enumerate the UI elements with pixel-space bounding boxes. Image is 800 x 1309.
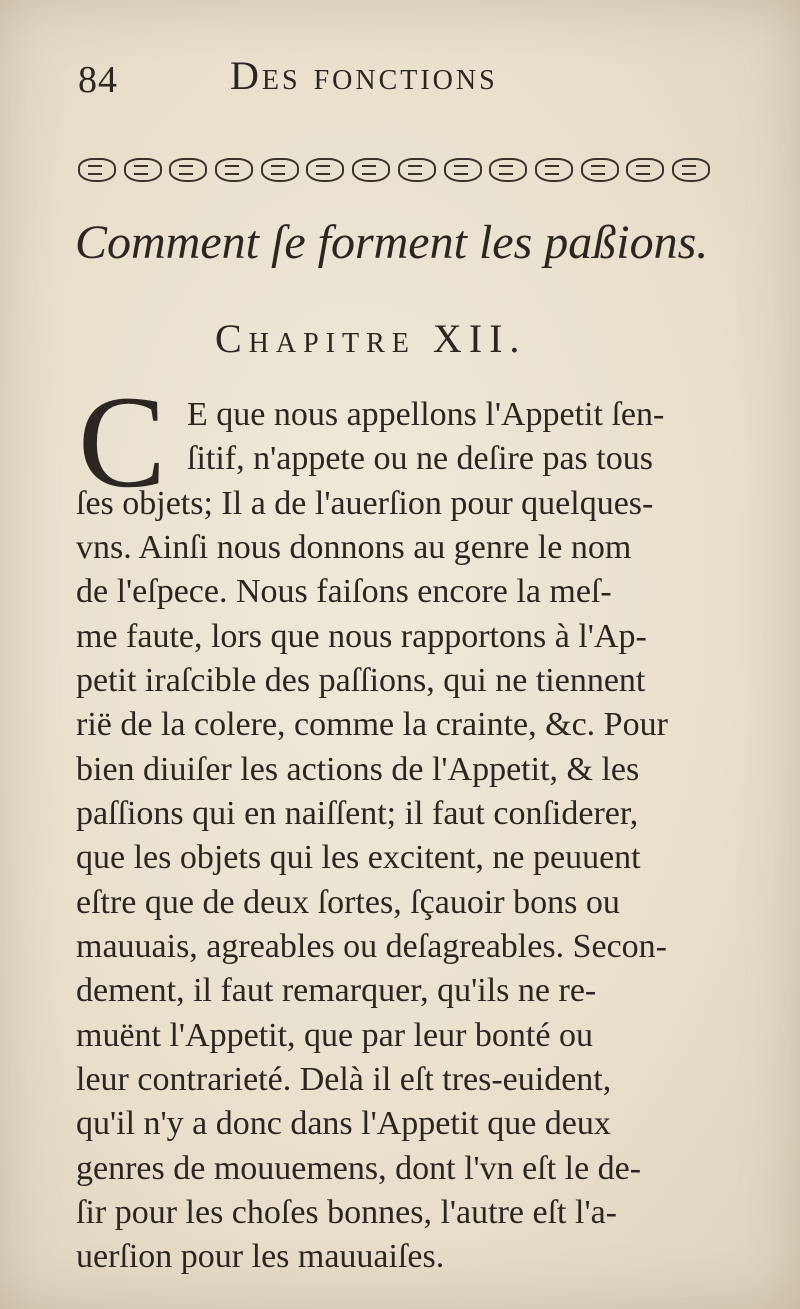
- ornament-icon: [124, 158, 162, 182]
- ornament-icon: [398, 158, 436, 182]
- page-number: 84: [78, 59, 118, 101]
- ornament-icon: [215, 158, 253, 182]
- chapter-heading: Chapitre XII.: [215, 316, 527, 361]
- ornament-icon: [581, 158, 619, 182]
- ornament-icon: [306, 158, 344, 182]
- ornament-icon: [261, 158, 299, 182]
- text-line: me faute, lors que nous rapportons à l'Ap-: [76, 618, 647, 655]
- text-line: ſir pour les choſes bonnes, l'autre eſt l'a-: [76, 1194, 617, 1231]
- text-line: leur contrarieté. Delà il eſt tres-euident,: [76, 1061, 612, 1098]
- ornament-icon: [535, 158, 573, 182]
- text-line: vns. Ainſi nous donnons au genre le nom: [76, 529, 632, 566]
- text-line: dement, il faut remarquer, qu'ils ne re-: [76, 972, 597, 1009]
- text-line: bien diuiſer les actions de l'Appetit, & les: [76, 751, 640, 788]
- ornament-icon: [489, 158, 527, 182]
- ornament-icon: [672, 158, 710, 182]
- text-line: ſitif, n'appete ou ne deſire pas tous: [187, 440, 653, 477]
- text-line: E que nous appellons l'Appetit ſen-: [187, 396, 665, 433]
- ornament-band: [78, 155, 710, 185]
- ornament-icon: [626, 158, 664, 182]
- drop-cap: C: [78, 368, 167, 515]
- ornament-icon: [352, 158, 390, 182]
- section-title: Comment ſe forment les paßions.: [75, 216, 709, 269]
- text-line: muënt l'Appetit, que par leur bonté ou: [76, 1017, 593, 1054]
- text-line: mauuais, agreables ou deſagreables. Secon-: [76, 928, 667, 965]
- ornament-icon: [78, 158, 116, 182]
- text-line: que les objets qui les excitent, ne peuuent: [76, 839, 641, 876]
- text-line: eſtre que de deux ſortes, ſçauoir bons ou: [76, 884, 620, 921]
- text-line: de l'eſpece. Nous faiſons encore la meſ-: [76, 573, 612, 610]
- text-line: genres de mouuemens, dont l'vn eſt le de-: [76, 1150, 642, 1187]
- text-line: uerſion pour les mauuaiſes.: [76, 1238, 445, 1275]
- text-line: paſſions qui en naiſſent; il faut conſiderer,: [76, 795, 639, 832]
- ornament-icon: [169, 158, 207, 182]
- text-line: petit iraſcible des paſſions, qui ne tiennent: [76, 662, 646, 699]
- ornament-icon: [444, 158, 482, 182]
- text-line: rië de la colere, comme la crainte, &c. Pour: [76, 706, 668, 743]
- text-line: ſes objets; Il a de l'auerſion pour quelques-: [76, 485, 654, 522]
- running-head: Des fonctions: [230, 53, 498, 98]
- text-line: qu'il n'y a donc dans l'Appetit que deux: [76, 1105, 611, 1142]
